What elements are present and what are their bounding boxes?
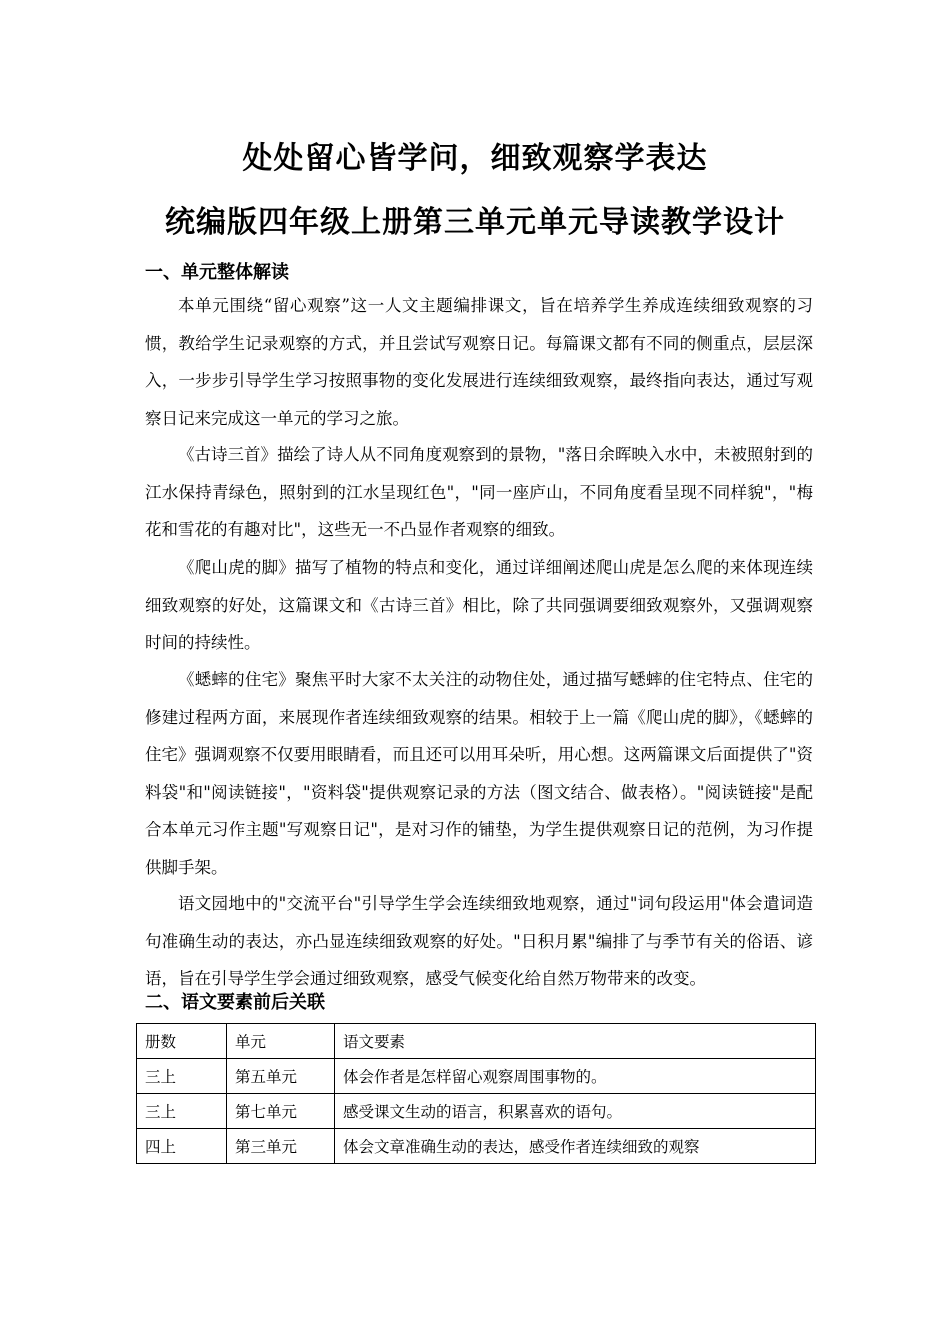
- table-row: [137, 1059, 816, 1094]
- table-cell: 体会文章准确生动的表达，感受作者连续细致的观察: [335, 1129, 816, 1164]
- paragraph-ivy-feet: 《爬山虎的脚》描写了植物的特点和变化，通过详细阐述爬山虎是怎么爬的来体现连续细致观察的好处，这篇课文和《古诗三首》相比，除了共同强调要细致观察外，又强调观察时间的持续性。: [145, 558, 813, 652]
- table-cell: 三上: [137, 1059, 227, 1094]
- table-row: [137, 1094, 816, 1129]
- table-cell: 第七单元: [227, 1094, 335, 1129]
- document-title: 处处留心皆学问，细致观察学表达: [242, 141, 708, 176]
- section-heading-language-elements: 二、语文要素前后关联: [145, 992, 325, 1013]
- section-heading-unit-interpretation: 一、单元整体解读: [145, 262, 289, 283]
- table-cell: 第三单元: [227, 1129, 335, 1164]
- table-cell: 四上: [137, 1129, 227, 1164]
- table-header-cell: 单元: [227, 1024, 335, 1059]
- table-header-row: [137, 1024, 816, 1059]
- table-cell: 体会作者是怎样留心观察周围事物的。: [335, 1059, 816, 1094]
- document-subtitle: 统编版四年级上册第三单元单元导读教学设计: [165, 205, 785, 240]
- paragraph-cricket-house: 《蟋蟀的住宅》聚焦平时大家不太关注的动物住处，通过描写蟋蟀的住宅特点、住宅的修建过程两方面，来展现作者连续细致观察的结果。相较于上一篇《爬山虎的脚》，《蟋蟀的住宅》强调观察不仅要用眼睛看，而且还可以用耳朵听，用心想。这两篇课文后面提供了"资料袋"和"阅读链接"，"资料袋"提供观察记录的方法（图文结合、做表格）。"阅读链接"是配合本单元习作主题"写观察日记"，是对习作的铺垫，为学生提供观察日记的范例，为习作提供脚手架。: [145, 670, 813, 877]
- table-cell: 三上: [137, 1094, 227, 1129]
- paragraph-unit-overview: 本单元围绕“留心观察”这一人文主题编排课文，旨在培养学生养成连续细致观察的习惯，教给学生记录观察的方式，并且尝试写观察日记。每篇课文都有不同的侧重点，层层深入，一步步引导学生学习按照事物的变化发展进行连续细致观察，最终指向表达，通过写观察日记来完成这一单元的学习之旅。: [145, 296, 813, 428]
- table-header-cell: 语文要素: [335, 1024, 816, 1059]
- language-elements-table: [136, 1023, 816, 1164]
- table-cell: 感受课文生动的语言，积累喜欢的语句。: [335, 1094, 816, 1129]
- table-header-cell: 册数: [137, 1024, 227, 1059]
- table-row: [137, 1129, 816, 1164]
- paragraph-ancient-poems: 《古诗三首》描绘了诗人从不同角度观察到的景物，"落日余晖映入水中，未被照射到的江水保持青绿色，照射到的江水呈现红色"，"同一座庐山，不同角度看呈现不同样貌"，"梅花和雪花的有趣对比"，这些无一不凸显作者观察的细致。: [145, 445, 813, 539]
- paragraph-language-garden: 语文园地中的"交流平台"引导学生学会连续细致地观察，通过"词句段运用"体会遣词造句准确生动的表达，亦凸显连续细致观察的好处。"日积月累"编排了与季节有关的俗语、谚语，旨在引导学生学会通过细致观察，感受气候变化给自然万物带来的改变。: [145, 894, 813, 988]
- table-cell: 第五单元: [227, 1059, 335, 1094]
